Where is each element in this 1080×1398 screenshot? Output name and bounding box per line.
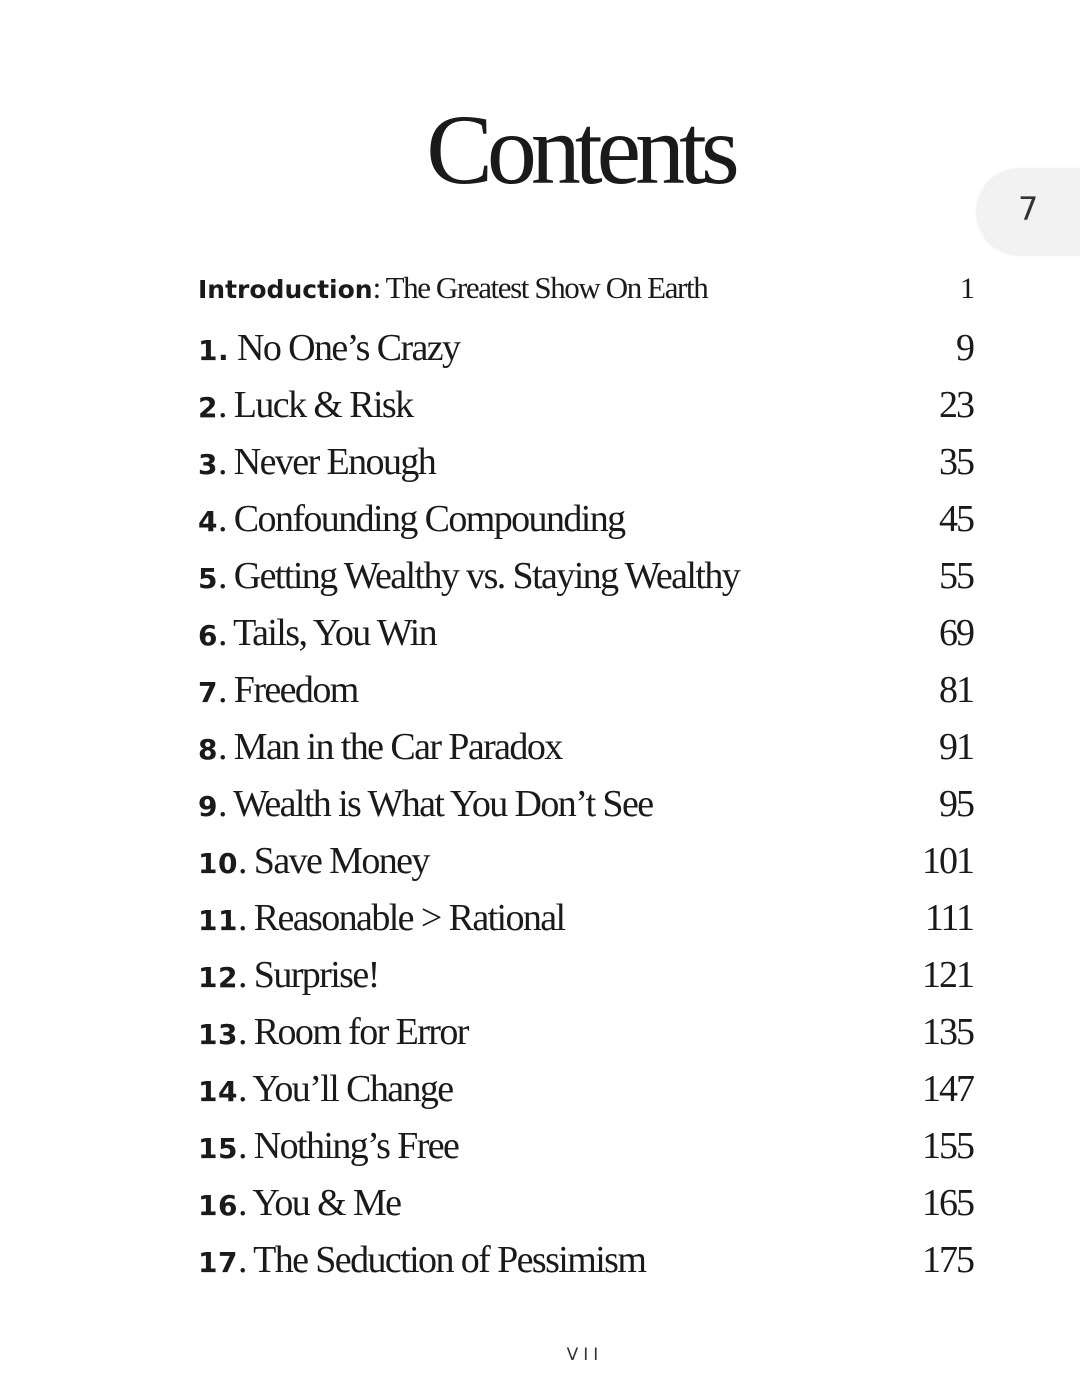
toc-entry-title: Confounding Compounding (233, 498, 625, 540)
page-number-tab-label: 7 (1018, 190, 1039, 228)
toc-entry-page: 111 (924, 897, 973, 939)
page-folio: VII (566, 1345, 604, 1365)
toc-entry-number: 17 (198, 1246, 238, 1279)
toc-entry-title: Luck & Risk (233, 384, 413, 426)
toc-entry-text (198, 383, 413, 427)
toc-entry-separator: . (237, 1182, 253, 1224)
toc-entry-chapter-14[interactable] (198, 1067, 973, 1124)
toc-entry-text (198, 1124, 458, 1168)
toc-entry-number: 9 (198, 790, 218, 823)
toc-entry-text (198, 326, 459, 370)
toc-entry-text (198, 440, 435, 484)
toc-entry-separator: . (217, 441, 234, 483)
toc-entry-title: You & Me (252, 1182, 401, 1224)
table-of-contents (198, 270, 973, 1295)
toc-entry-separator: . (237, 954, 254, 996)
toc-entry-number: 1. (198, 334, 230, 367)
toc-entry-page: 95 (939, 783, 973, 825)
toc-entry-number: 2 (198, 391, 218, 424)
toc-entry-title: Getting Wealthy vs. Staying Wealthy (233, 555, 740, 597)
toc-entry-introduction[interactable] (198, 270, 973, 326)
toc-entry-text (198, 896, 565, 940)
toc-entry-page: 35 (939, 441, 973, 483)
toc-entry-title: No One’s Crazy (237, 327, 460, 369)
toc-entry-chapter-15[interactable] (198, 1124, 973, 1181)
toc-entry-separator: . (217, 726, 234, 768)
toc-entry-number: Introduction (198, 275, 373, 304)
toc-entry-text (198, 725, 562, 769)
toc-entry-number: 13 (198, 1018, 238, 1051)
toc-entry-number: 8 (198, 733, 218, 766)
toc-entry-title: Never Enough (233, 441, 436, 483)
toc-entry-number: 15 (198, 1132, 238, 1165)
toc-entry-title: Nothing’s Free (253, 1125, 459, 1167)
toc-entry-title: Room for Error (253, 1011, 468, 1053)
toc-entry-chapter-16[interactable] (198, 1181, 973, 1238)
toc-entry-title: You’ll Change (252, 1068, 453, 1110)
toc-entry-number: 16 (198, 1189, 238, 1222)
toc-entry-text (198, 1067, 453, 1111)
toc-entry-chapter-12[interactable] (198, 953, 973, 1010)
toc-entry-page: 101 (922, 840, 973, 882)
toc-entry-title: Wealth is What You Don’t See (233, 783, 653, 825)
toc-entry-text (198, 270, 707, 306)
toc-entry-chapter-3[interactable] (198, 440, 973, 497)
toc-entry-separator: . (217, 498, 234, 540)
toc-entry-text (198, 611, 436, 655)
toc-entry-number: 12 (198, 961, 238, 994)
toc-entry-title: Surprise! (253, 954, 379, 996)
toc-entry-page: 55 (939, 555, 973, 597)
toc-entry-chapter-7[interactable] (198, 668, 973, 725)
toc-entry-page: 155 (922, 1125, 973, 1167)
toc-entry-page: 147 (922, 1068, 973, 1110)
toc-entry-separator: . (237, 1239, 254, 1281)
toc-entry-number: 4 (198, 505, 218, 538)
toc-entry-text (198, 1238, 645, 1282)
toc-entry-text (198, 953, 379, 997)
toc-entry-page: 175 (922, 1239, 973, 1281)
toc-entry-text (198, 554, 739, 598)
toc-entry-separator: . (237, 897, 254, 939)
toc-entry-separator: . (217, 612, 234, 654)
toc-entry-number: 14 (198, 1075, 238, 1108)
toc-entry-title: Reasonable > Rational (253, 897, 565, 939)
toc-entry-separator: . (237, 840, 254, 882)
toc-entry-chapter-13[interactable] (198, 1010, 973, 1067)
toc-entry-separator (229, 327, 237, 369)
toc-entry-title: The Seduction of Pessimism (253, 1239, 646, 1281)
toc-entry-chapter-2[interactable] (198, 383, 973, 440)
toc-entry-number: 5 (198, 562, 218, 595)
toc-entry-separator: . (237, 1068, 253, 1110)
toc-entry-page: 81 (939, 669, 973, 711)
toc-entry-chapter-17[interactable] (198, 1238, 973, 1295)
toc-entry-text (198, 1010, 468, 1054)
toc-entry-page: 165 (922, 1182, 973, 1224)
toc-entry-separator: . (217, 384, 234, 426)
toc-entry-text (198, 1181, 400, 1225)
toc-entry-page: 9 (956, 327, 973, 369)
toc-entry-text (198, 782, 653, 826)
toc-entry-page: 1 (960, 272, 973, 305)
toc-entry-chapter-1[interactable] (198, 326, 973, 383)
toc-entry-title: Man in the Car Paradox (233, 726, 562, 768)
toc-entry-page: 135 (922, 1011, 973, 1053)
toc-entry-title: Freedom (233, 669, 358, 711)
toc-entry-title: Tails, You Win (233, 612, 436, 654)
toc-entry-separator: . (217, 783, 234, 825)
toc-entry-separator: . (217, 669, 234, 711)
toc-entry-number: 11 (198, 904, 238, 937)
toc-entry-separator: . (237, 1125, 254, 1167)
toc-entry-page: 69 (939, 612, 973, 654)
toc-entry-separator: : (372, 270, 386, 305)
toc-entry-page: 23 (939, 384, 973, 426)
toc-entry-separator: . (217, 555, 234, 597)
toc-entry-text (198, 839, 429, 883)
toc-entry-chapter-11[interactable] (198, 896, 973, 953)
toc-entry-number: 7 (198, 676, 218, 709)
toc-entry-chapter-9[interactable] (198, 782, 973, 839)
toc-entry-title: Save Money (253, 840, 429, 882)
toc-entry-page: 91 (939, 726, 973, 768)
page-title: Contents (426, 94, 734, 205)
toc-entry-chapter-10[interactable] (198, 839, 973, 896)
toc-entry-chapter-8[interactable] (198, 725, 973, 782)
toc-entry-chapter-6[interactable] (198, 611, 973, 668)
toc-entry-number: 6 (198, 619, 218, 652)
toc-entry-title: The Greatest Show On Earth (385, 270, 708, 305)
toc-entry-text (198, 497, 625, 541)
toc-entry-page: 45 (939, 498, 973, 540)
toc-entry-chapter-4[interactable] (198, 497, 973, 554)
toc-entry-page: 121 (922, 954, 973, 996)
toc-entry-text (198, 668, 358, 712)
toc-entry-chapter-5[interactable] (198, 554, 973, 611)
toc-entry-number: 3 (198, 448, 218, 481)
page-number-tab[interactable] (976, 168, 1080, 256)
toc-entry-number: 10 (198, 847, 238, 880)
toc-entry-separator: . (237, 1011, 254, 1053)
